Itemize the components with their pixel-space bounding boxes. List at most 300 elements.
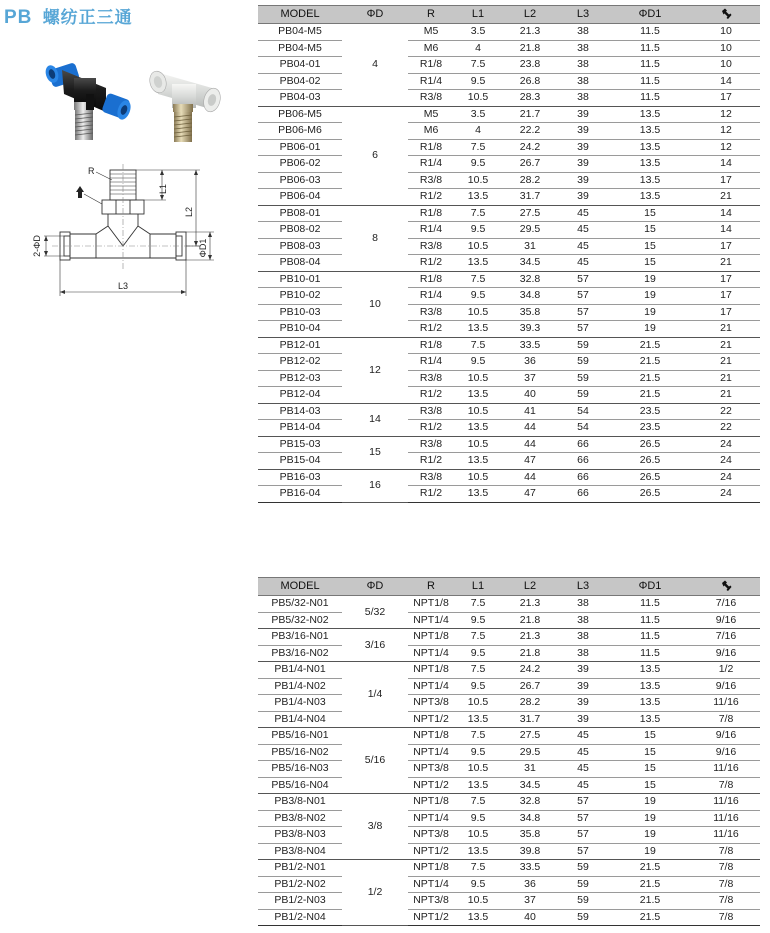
model-cell: PB04-03 [258, 90, 342, 107]
center-lines [52, 164, 200, 270]
value-cell: 31 [502, 238, 558, 255]
value-cell: NPT1/8 [408, 662, 454, 679]
model-cell: PB1/4-N02 [258, 678, 342, 695]
value-cell: R3/8 [408, 436, 454, 453]
value-cell: 21.5 [608, 370, 692, 387]
value-cell: NPT1/4 [408, 810, 454, 827]
table-row [258, 596, 760, 613]
value-cell: 19 [608, 304, 692, 321]
value-cell: 15 [608, 761, 692, 778]
model-cell: PB1/2-N02 [258, 876, 342, 893]
model-cell: PB06-01 [258, 139, 342, 156]
tube-size-cell: 6 [342, 106, 408, 205]
model-cell: PB1/4-N03 [258, 695, 342, 712]
table-row [258, 222, 760, 239]
tube-size-cell: 5/16 [342, 728, 408, 794]
value-cell: 39 [558, 695, 608, 712]
value-cell: 29.5 [502, 744, 558, 761]
model-cell: PB5/16-N01 [258, 728, 342, 745]
column-header: L2 [502, 578, 558, 596]
column-header: L3 [558, 6, 608, 24]
value-cell: 38 [558, 73, 608, 90]
table-row [258, 288, 760, 305]
value-cell: 21.5 [608, 893, 692, 910]
value-cell: 10.5 [454, 403, 502, 420]
value-cell: 4 [454, 40, 502, 57]
value-cell: 23.5 [608, 403, 692, 420]
value-cell: 13.5 [608, 123, 692, 140]
value-cell: 15 [608, 205, 692, 222]
value-cell: NPT1/8 [408, 794, 454, 811]
value-cell: 21.5 [608, 860, 692, 877]
value-cell: 3.5 [454, 24, 502, 41]
value-cell: 36 [502, 876, 558, 893]
value-cell: 10.5 [454, 695, 502, 712]
value-cell: R1/4 [408, 73, 454, 90]
model-cell: PB5/16-N04 [258, 777, 342, 794]
value-cell: 10.5 [454, 172, 502, 189]
table-row [258, 486, 760, 503]
model-cell: PB06-03 [258, 172, 342, 189]
value-cell: 26.5 [608, 486, 692, 503]
value-cell: 35.8 [502, 304, 558, 321]
white-tee-fitting [147, 69, 222, 142]
value-cell: 38 [558, 596, 608, 613]
value-cell: 11/16 [692, 695, 760, 712]
model-cell: PB15-04 [258, 453, 342, 470]
value-cell: NPT1/4 [408, 876, 454, 893]
value-cell: 7.5 [454, 205, 502, 222]
value-cell: R1/4 [408, 288, 454, 305]
model-cell: PB5/32-N01 [258, 596, 342, 613]
value-cell: 11.5 [608, 73, 692, 90]
value-cell: 11.5 [608, 40, 692, 57]
model-cell: PB5/16-N03 [258, 761, 342, 778]
value-cell: 10 [692, 57, 760, 74]
value-cell: 57 [558, 304, 608, 321]
table-row [258, 40, 760, 57]
model-cell: PB12-01 [258, 337, 342, 354]
value-cell: 24 [692, 469, 760, 486]
value-cell: 28.3 [502, 90, 558, 107]
value-cell: R3/8 [408, 370, 454, 387]
model-cell: PB06-M5 [258, 106, 342, 123]
value-cell: 19 [608, 827, 692, 844]
value-cell: 21 [692, 189, 760, 206]
value-cell: 11.5 [608, 24, 692, 41]
value-cell: 15 [608, 744, 692, 761]
value-cell: 39.3 [502, 321, 558, 338]
column-header: L3 [558, 578, 608, 596]
value-cell: 44 [502, 420, 558, 437]
table-row [258, 73, 760, 90]
value-cell: 9.5 [454, 744, 502, 761]
value-cell: 7.5 [454, 728, 502, 745]
value-cell: 40 [502, 909, 558, 926]
value-cell: 38 [558, 57, 608, 74]
value-cell: 9.5 [454, 73, 502, 90]
column-header: MODEL [258, 6, 342, 24]
column-header: ΦD1 [608, 6, 692, 24]
value-cell: M6 [408, 40, 454, 57]
value-cell: 24.2 [502, 662, 558, 679]
value-cell: 9.5 [454, 678, 502, 695]
product-photo [28, 40, 248, 150]
value-cell: 10.5 [454, 370, 502, 387]
value-cell: 11/16 [692, 794, 760, 811]
value-cell: 21.5 [608, 387, 692, 404]
model-cell: PB3/8-N04 [258, 843, 342, 860]
value-cell: 45 [558, 728, 608, 745]
model-cell: PB06-M6 [258, 123, 342, 140]
value-cell: 13.5 [454, 486, 502, 503]
column-header: MODEL [258, 578, 342, 596]
table-row [258, 57, 760, 74]
value-cell: 11.5 [608, 57, 692, 74]
dimension-lines [44, 170, 214, 296]
value-cell: 21 [692, 255, 760, 272]
table-row [258, 695, 760, 712]
value-cell: 7/8 [692, 876, 760, 893]
model-cell: PB1/4-N04 [258, 711, 342, 728]
value-cell: 66 [558, 436, 608, 453]
value-cell: R3/8 [408, 403, 454, 420]
value-cell: 21.5 [608, 909, 692, 926]
value-cell: 9.5 [454, 288, 502, 305]
table-row [258, 172, 760, 189]
label-r: R [88, 166, 95, 176]
model-cell: PB3/8-N03 [258, 827, 342, 844]
label-d: 2-ΦD [32, 235, 42, 257]
model-cell: PB10-04 [258, 321, 342, 338]
value-cell: 14 [692, 73, 760, 90]
value-cell: 1/2 [692, 662, 760, 679]
value-cell: 37 [502, 370, 558, 387]
value-cell: 22 [692, 420, 760, 437]
value-cell: 21 [692, 337, 760, 354]
value-cell: 19 [608, 321, 692, 338]
value-cell: 39 [558, 662, 608, 679]
value-cell: 27.5 [502, 205, 558, 222]
value-cell: M6 [408, 123, 454, 140]
value-cell: 41 [502, 403, 558, 420]
value-cell: 11/16 [692, 761, 760, 778]
value-cell: NPT1/4 [408, 744, 454, 761]
value-cell: 59 [558, 354, 608, 371]
value-cell: 21 [692, 370, 760, 387]
tube-size-cell: 1/4 [342, 662, 408, 728]
table-row [258, 711, 760, 728]
value-cell: 59 [558, 370, 608, 387]
value-cell: 12 [692, 139, 760, 156]
value-cell: NPT3/8 [408, 695, 454, 712]
dimension-drawing [30, 162, 230, 302]
value-cell: 57 [558, 321, 608, 338]
value-cell: 34.5 [502, 255, 558, 272]
value-cell: R3/8 [408, 90, 454, 107]
value-cell: NPT1/8 [408, 728, 454, 745]
value-cell: 24 [692, 486, 760, 503]
value-cell: 26.5 [608, 453, 692, 470]
value-cell: 32.8 [502, 794, 558, 811]
table-row [258, 827, 760, 844]
value-cell: 24.2 [502, 139, 558, 156]
value-cell: 7/8 [692, 777, 760, 794]
value-cell: 23.8 [502, 57, 558, 74]
value-cell: R1/2 [408, 321, 454, 338]
value-cell: 22 [692, 403, 760, 420]
table-row [258, 662, 760, 679]
table-row [258, 794, 760, 811]
value-cell: 7/8 [692, 711, 760, 728]
page-title [4, 3, 133, 29]
value-cell: 28.2 [502, 172, 558, 189]
value-cell: 13.5 [454, 453, 502, 470]
table-row [258, 106, 760, 123]
value-cell: 59 [558, 387, 608, 404]
value-cell: 7.5 [454, 860, 502, 877]
value-cell: 21 [692, 354, 760, 371]
model-cell: PB04-01 [258, 57, 342, 74]
value-cell: 11.5 [608, 90, 692, 107]
value-cell: 44 [502, 436, 558, 453]
table-row [258, 436, 760, 453]
value-cell: NPT1/4 [408, 678, 454, 695]
value-cell: R1/4 [408, 354, 454, 371]
value-cell: 39.8 [502, 843, 558, 860]
value-cell: 14 [692, 156, 760, 173]
table-row [258, 238, 760, 255]
value-cell: 32.8 [502, 271, 558, 288]
value-cell: 21.5 [608, 337, 692, 354]
value-cell: 15 [608, 255, 692, 272]
value-cell: 13.5 [454, 189, 502, 206]
model-cell: PB3/8-N02 [258, 810, 342, 827]
value-cell: 13.5 [454, 843, 502, 860]
table-row [258, 728, 760, 745]
value-cell: 7/8 [692, 860, 760, 877]
value-cell: 57 [558, 794, 608, 811]
model-cell: PB04-M5 [258, 40, 342, 57]
model-cell: PB12-03 [258, 370, 342, 387]
value-cell: 13.5 [454, 777, 502, 794]
value-cell: 21.8 [502, 645, 558, 662]
title-chinese: 螺纺正三通 [42, 8, 133, 28]
value-cell: 59 [558, 860, 608, 877]
value-cell: 11.5 [608, 645, 692, 662]
value-cell: 15 [608, 222, 692, 239]
value-cell: 19 [608, 843, 692, 860]
table-row [258, 876, 760, 893]
tube-size-cell: 4 [342, 24, 408, 107]
column-header: ΦD1 [608, 578, 692, 596]
value-cell: 39 [558, 156, 608, 173]
value-cell: 66 [558, 469, 608, 486]
value-cell: 21.3 [502, 596, 558, 613]
value-cell: NPT1/2 [408, 711, 454, 728]
value-cell: 13.5 [608, 139, 692, 156]
value-cell: R1/8 [408, 337, 454, 354]
value-cell: 7.5 [454, 794, 502, 811]
value-cell: 38 [558, 645, 608, 662]
value-cell: 10.5 [454, 469, 502, 486]
column-header-wrench [692, 6, 760, 24]
value-cell: 21.5 [608, 354, 692, 371]
value-cell: 7.5 [454, 139, 502, 156]
value-cell: 35.8 [502, 827, 558, 844]
column-header: R [408, 578, 454, 596]
value-cell: 17 [692, 90, 760, 107]
value-cell: 15 [608, 238, 692, 255]
value-cell: 31 [502, 761, 558, 778]
value-cell: NPT3/8 [408, 827, 454, 844]
table-row [258, 909, 760, 926]
value-cell: 10.5 [454, 761, 502, 778]
table-row [258, 304, 760, 321]
table-row [258, 612, 760, 629]
value-cell: 11.5 [608, 612, 692, 629]
model-cell: PB1/4-N01 [258, 662, 342, 679]
model-cell: PB10-02 [258, 288, 342, 305]
value-cell: 45 [558, 222, 608, 239]
value-cell: NPT1/4 [408, 612, 454, 629]
value-cell: 23.5 [608, 420, 692, 437]
value-cell: 54 [558, 420, 608, 437]
model-cell: PB14-03 [258, 403, 342, 420]
tube-size-cell: 16 [342, 469, 408, 502]
value-cell: 26.7 [502, 156, 558, 173]
table-row [258, 354, 760, 371]
value-cell: 7/16 [692, 596, 760, 613]
value-cell: 38 [558, 629, 608, 646]
value-cell: R1/4 [408, 222, 454, 239]
value-cell: 39 [558, 106, 608, 123]
value-cell: 59 [558, 876, 608, 893]
model-cell: PB5/16-N02 [258, 744, 342, 761]
wrench-mark [76, 186, 102, 204]
value-cell: 26.5 [608, 436, 692, 453]
value-cell: 21.3 [502, 629, 558, 646]
value-cell: 21.5 [608, 876, 692, 893]
model-cell: PB3/8-N01 [258, 794, 342, 811]
header-row [258, 578, 760, 596]
value-cell: NPT1/2 [408, 909, 454, 926]
value-cell: NPT1/8 [408, 596, 454, 613]
model-cell: PB16-03 [258, 469, 342, 486]
value-cell: R3/8 [408, 469, 454, 486]
value-cell: 13.5 [608, 106, 692, 123]
column-header: L1 [454, 6, 502, 24]
value-cell: 10.5 [454, 304, 502, 321]
value-cell: 17 [692, 304, 760, 321]
value-cell: 9.5 [454, 222, 502, 239]
value-cell: 39 [558, 172, 608, 189]
table-row [258, 205, 760, 222]
value-cell: 47 [502, 486, 558, 503]
value-cell: R1/8 [408, 205, 454, 222]
tube-size-cell: 1/2 [342, 860, 408, 926]
model-cell: PB15-03 [258, 436, 342, 453]
table-row [258, 893, 760, 910]
table-row [258, 255, 760, 272]
value-cell: 15 [608, 777, 692, 794]
value-cell: 38 [558, 90, 608, 107]
tube-size-cell: 3/8 [342, 794, 408, 860]
value-cell: 57 [558, 810, 608, 827]
value-cell: 9/16 [692, 612, 760, 629]
model-cell: PB1/2-N03 [258, 893, 342, 910]
value-cell: 7.5 [454, 662, 502, 679]
tube-size-cell: 15 [342, 436, 408, 469]
value-cell: 19 [608, 810, 692, 827]
table-row [258, 678, 760, 695]
value-cell: 31.7 [502, 711, 558, 728]
value-cell: 34.8 [502, 810, 558, 827]
model-cell: PB5/32-N02 [258, 612, 342, 629]
model-cell: PB04-02 [258, 73, 342, 90]
value-cell: 39 [558, 123, 608, 140]
value-cell: 4 [454, 123, 502, 140]
value-cell: 14 [692, 222, 760, 239]
value-cell: 45 [558, 777, 608, 794]
value-cell: 7.5 [454, 337, 502, 354]
value-cell: 17 [692, 271, 760, 288]
value-cell: 45 [558, 205, 608, 222]
table-row [258, 271, 760, 288]
value-cell: 11.5 [608, 629, 692, 646]
value-cell: 66 [558, 453, 608, 470]
value-cell: R3/8 [408, 172, 454, 189]
value-cell: 45 [558, 744, 608, 761]
column-header: L1 [454, 578, 502, 596]
value-cell: 9.5 [454, 645, 502, 662]
model-cell: PB1/2-N01 [258, 860, 342, 877]
value-cell: 13.5 [608, 189, 692, 206]
value-cell: 9.5 [454, 156, 502, 173]
value-cell: 38 [558, 24, 608, 41]
value-cell: 21.8 [502, 612, 558, 629]
model-cell: PB08-03 [258, 238, 342, 255]
value-cell: 7.5 [454, 629, 502, 646]
table-row [258, 761, 760, 778]
value-cell: 13.5 [454, 321, 502, 338]
value-cell: 24 [692, 436, 760, 453]
value-cell: 21 [692, 321, 760, 338]
value-cell: 59 [558, 893, 608, 910]
value-cell: 9/16 [692, 728, 760, 745]
value-cell: 15 [608, 728, 692, 745]
model-cell: PB08-01 [258, 205, 342, 222]
table-body [258, 596, 760, 926]
value-cell: 54 [558, 403, 608, 420]
value-cell: 13.5 [608, 172, 692, 189]
table-row [258, 843, 760, 860]
value-cell: 9.5 [454, 810, 502, 827]
title-code: PB [4, 7, 33, 28]
value-cell: 34.8 [502, 288, 558, 305]
label-d1: ΦD1 [198, 238, 208, 258]
value-cell: 10.5 [454, 827, 502, 844]
value-cell: R3/8 [408, 238, 454, 255]
table-row [258, 810, 760, 827]
value-cell: 33.5 [502, 337, 558, 354]
value-cell: R1/2 [408, 420, 454, 437]
value-cell: 39 [558, 139, 608, 156]
value-cell: 10.5 [454, 238, 502, 255]
value-cell: 57 [558, 288, 608, 305]
value-cell: 9/16 [692, 678, 760, 695]
label-l2: L2 [184, 206, 194, 218]
